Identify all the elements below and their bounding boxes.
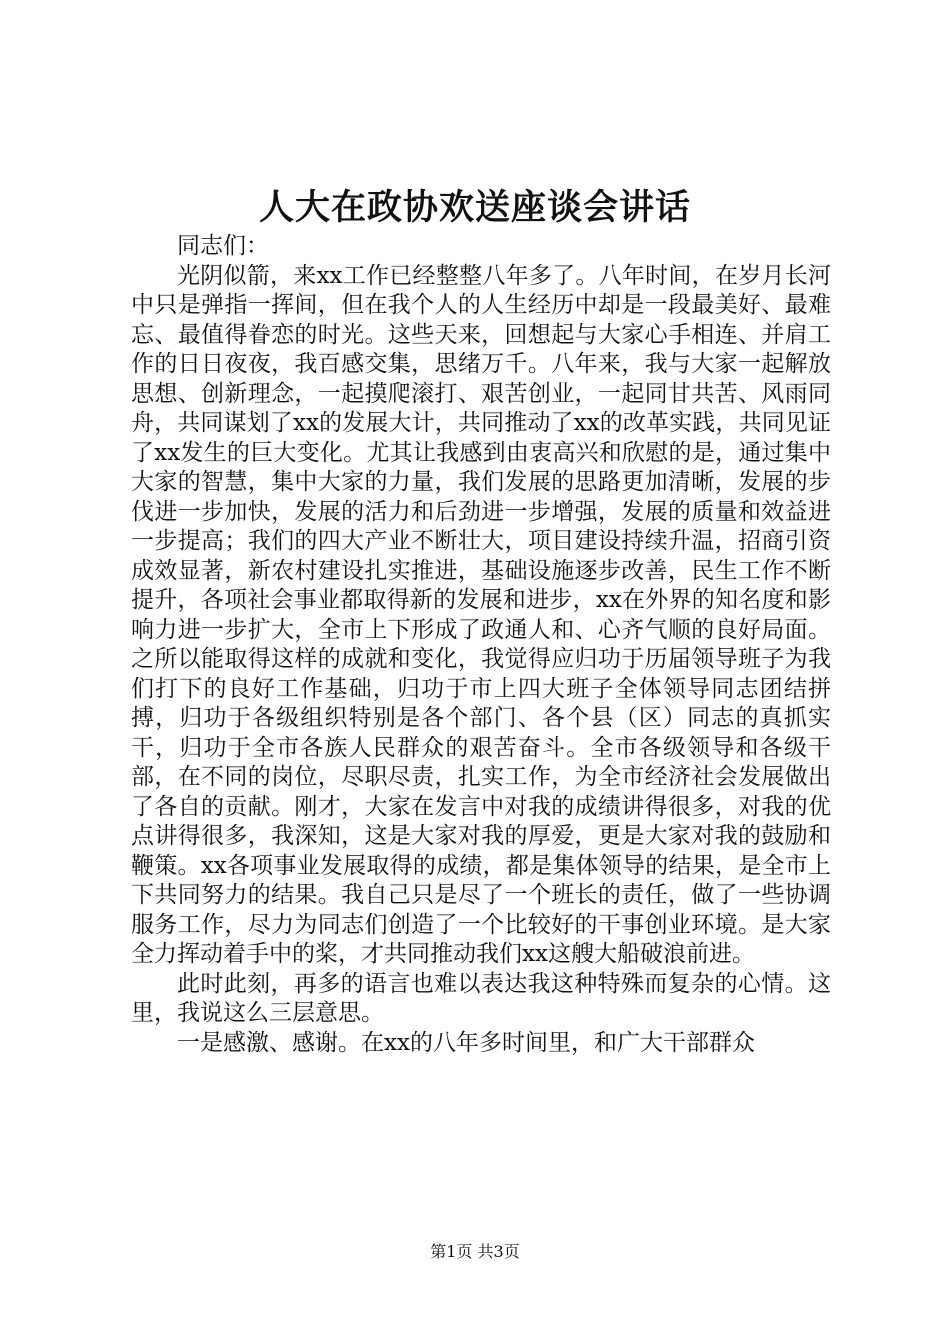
body-paragraph: 一是感激、感谢。在xx的八年多时间里，和广大干部群众	[177, 1029, 755, 1056]
document-title: 人大在政协欢送座谈会讲话	[258, 187, 691, 228]
salutation-paragraph: 同志们：	[177, 233, 269, 259]
body-paragraph: 此时此刻，再多的语言也难以表达我这种特殊而复杂的心情。这里，我说这么三层意思。	[131, 970, 831, 1026]
document-body	[131, 232, 831, 1058]
body-paragraph: 光阴似箭，来xx工作已经整整八年多了。八年时间，在岁月长河中只是弹指一挥间，但在我个人的人生经历中却是一段最美好、最难忘、最值得眷恋的时光。这些天来，回想起与大家心手相连、并肩工作的日日夜夜，我百感交集，思绪万千。八年来，我与大家一起解放思想、创新理念，一起摸爬滚打、艰苦创业，一起同甘共苦、风雨同舟，共同谋划了xx的发展大计，共同推动了xx的改革实践，共同见证了xx发生的巨大变化。尤其让我感到由衷高兴和欣慰的是，通过集中大家的智慧，集中大家的力量，我们发展的思路更加清晰，发展的步伐进一步加快，发展的活力和后劲进一步增强，发展的质量和效益进一步提高；我们的四大产业不断壮大，项目建设持续升温，招商引资成效显著，新农村建设扎实推进，基础设施逐步改善，民生工作不断提升，各项社会事业都取得新的发展和进步，xx在外界的知名度和影响力进一步扩大，全市上下形成了政通人和、心齐气顺的良好局面。之所以能取得这样的成就和变化，我觉得应归功于历届领导班子为我们打下的良好工作基础，归功于市上四大班子全体领导同志团结拼搏，归功于各级组织特别是各个部门、各个县（区）同志的真抓实干，归功于全市各族人民群众的艰苦奋斗。全市各级领导和各级干部，在不同的岗位，尽职尽责，扎实工作，为全市经济社会发展做出了各自的贡献。刚才，大家在发言中对我的成绩讲得很多，对我的优点讲得很多，我深知，这是大家对我的厚爱，更是大家对我的鼓励和鞭策。xx各项事业发展取得的成绩，都是集体领导的结果，是全市上下共同努力的结果。我自己只是尽了一个班长的责任，做了一些协调服务工作，尽力为同志们创造了一个比较好的干事创业环境。是大家全力挥动着手中的桨，才共同推动我们xx这艘大船破浪前进。	[131, 262, 831, 967]
page-number-footer: 第1页 共3页	[430, 1242, 520, 1261]
